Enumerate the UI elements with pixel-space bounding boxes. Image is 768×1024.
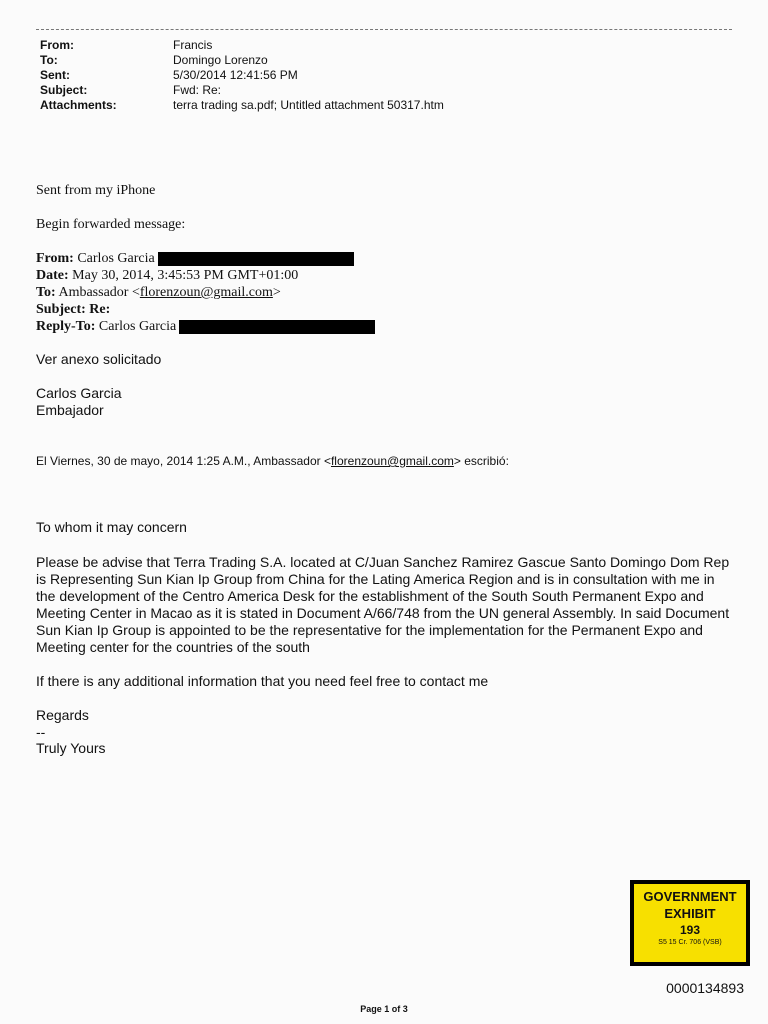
redaction-box (158, 252, 354, 266)
letter-closing: Truly Yours (36, 740, 106, 756)
to-label: To: (40, 53, 58, 67)
header-from-row (40, 38, 444, 53)
to-value: Domingo Lorenzo (173, 53, 268, 67)
reply-signature-name: Carlos Garcia (36, 385, 122, 401)
fwd-subject-value: Re: (89, 302, 111, 317)
government-exhibit-sticker (630, 880, 750, 966)
fwd-from-row (36, 250, 375, 267)
header-subject-row (40, 83, 444, 98)
header-to-row (40, 53, 444, 68)
fwd-from-label: From: (36, 251, 74, 266)
fwd-date-label: Date: (36, 268, 69, 283)
reply-line: Ver anexo solicitado (36, 351, 162, 367)
from-value: Francis (173, 38, 213, 52)
header-sent-row (40, 68, 444, 83)
fwd-subject-row (36, 301, 375, 318)
exhibit-case: S5 15 Cr. 706 (VSB) (658, 939, 722, 946)
attachments-value: terra trading sa.pdf; Untitled attachment 50317.htm (173, 98, 444, 112)
exhibit-label (634, 884, 746, 962)
sent-from-line: Sent from my iPhone (36, 183, 156, 198)
reply-signature-title: Embajador (36, 402, 104, 418)
fwd-replyto-value: Carlos Garcia (98, 319, 177, 334)
quote-prefix: El Viernes, 30 de mayo, 2014 1:25 A.M., Ambassador < (36, 454, 331, 468)
exhibit-line2: EXHIBIT (664, 906, 716, 921)
redaction-box (179, 320, 375, 334)
from-label: From: (40, 38, 74, 52)
page-number: Page 1 of 3 (360, 1004, 408, 1014)
fwd-date-row (36, 267, 375, 284)
letter-paragraph-1: Please be advise that Terra Trading S.A. located at C/Juan Sanchez Ramirez Gascue Santo Domingo Dom Rep is Representing Sun Kian Ip Group from China for the Lating America Region and is in consultation with me in the development of the Centro America Desk for the establishment of the South South Permanent Expo and Meeting Center in Macao as it is stated in Document A/66/748 from the UN general Assembly. In said Document Sun Kian Ip Group is appointed to be the representative for the implementation for the Permanent Expo and Meeting center for the countries of the south (36, 554, 730, 655)
exhibit-number: 193 (679, 923, 701, 937)
header-divider (36, 29, 732, 30)
header-attachments-row (40, 98, 444, 113)
bates-number: 0000134893 (666, 980, 744, 996)
exhibit-line1: GOVERNMENT (643, 889, 737, 904)
fwd-to-email-link[interactable]: florenzoun@gmail.com (139, 285, 273, 300)
letter-paragraph-2: If there is any additional information that you need feel free to contact me (36, 673, 489, 689)
quote-attribution (36, 454, 509, 468)
fwd-from-value: Carlos Garcia (77, 251, 155, 266)
fwd-date-value: May 30, 2014, 3:45:53 PM GMT+01:00 (72, 268, 299, 283)
sent-label: Sent: (40, 68, 70, 82)
letter-dashes: -- (36, 724, 46, 740)
fwd-replyto-label: Reply-To: (36, 319, 96, 334)
email-header (40, 38, 444, 113)
forwarded-header (36, 250, 375, 335)
subject-label: Subject: (40, 83, 88, 97)
fwd-to-label: To: (36, 285, 56, 300)
sent-value: 5/30/2014 12:41:56 PM (173, 68, 298, 82)
letter-salutation: To whom it may concern (36, 519, 187, 535)
letter-regards: Regards (36, 707, 89, 723)
fwd-replyto-row (36, 318, 375, 335)
fwd-to-row (36, 284, 375, 301)
quote-suffix: > escribió: (453, 454, 509, 468)
begin-forwarded-line: Begin forwarded message: (36, 217, 186, 232)
fwd-to-prefix: Ambassador < (58, 285, 140, 300)
fwd-to-suffix: > (272, 285, 281, 300)
attachments-label: Attachments: (40, 98, 117, 112)
quote-email-link[interactable]: florenzoun@gmail.com (330, 454, 454, 468)
subject-value: Fwd: Re: (173, 83, 222, 97)
fwd-subject-label: Subject: (36, 302, 86, 317)
